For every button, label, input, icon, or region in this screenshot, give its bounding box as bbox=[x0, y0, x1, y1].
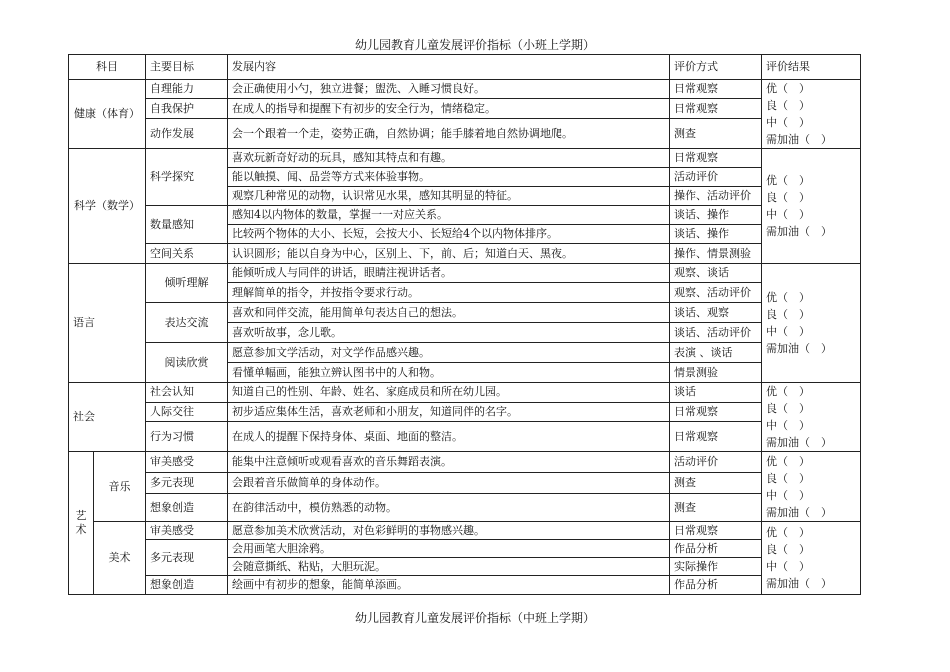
method-cell: 作品分析 bbox=[670, 576, 762, 595]
content-cell: 会正确使用小勺，独立进餐；盥洗、入睡习惯良好。 bbox=[228, 80, 670, 99]
result-fair: 中（ ） bbox=[766, 419, 810, 432]
result-fair: 中（ ） bbox=[766, 488, 810, 502]
table-row bbox=[69, 540, 861, 558]
content-cell: 理解简单的指令，并按指令要求行动。 bbox=[228, 283, 670, 303]
result-fair: 中（ ） bbox=[766, 116, 810, 129]
content-cell: 会一个跟着一个走，姿势正确，自然协调；能手膝着地自然协调地爬。 bbox=[228, 119, 670, 149]
content-cell: 会用画笔大胆涂鸦。 bbox=[228, 540, 670, 558]
method-cell: 观察、谈话 bbox=[670, 264, 762, 283]
method-cell: 谈话、操作 bbox=[670, 206, 762, 225]
method-cell: 谈话、活动评价 bbox=[670, 323, 762, 343]
goal-cell: 多元表现 bbox=[146, 540, 228, 576]
result-good: 良（ ） bbox=[766, 191, 810, 204]
table-row bbox=[69, 522, 861, 540]
page-title: 幼儿园教育儿童发展评价指标（小班上学期） bbox=[354, 38, 595, 52]
method-cell: 作品分析 bbox=[670, 540, 762, 558]
goal-cell: 动作发展 bbox=[146, 119, 228, 149]
subject-art bbox=[69, 452, 94, 595]
goal-cell: 人际交往 bbox=[146, 402, 228, 422]
method-cell: 日常观察 bbox=[670, 99, 762, 119]
method-cell: 测查 bbox=[670, 119, 762, 149]
method-cell: 操作、活动评价 bbox=[670, 187, 762, 206]
method-cell: 谈话 bbox=[670, 383, 762, 403]
result-needs-work: 需加油（ ） bbox=[766, 225, 832, 238]
table-row bbox=[69, 383, 861, 403]
table-row bbox=[69, 402, 861, 422]
result-fair: 中（ ） bbox=[766, 208, 810, 221]
result-excellent: 优（ ） bbox=[766, 82, 810, 95]
content-cell: 喜欢玩新奇好动的玩具，感知其特点和有趣。 bbox=[228, 149, 670, 168]
table-row bbox=[69, 452, 861, 473]
goal-cell: 科学探究 bbox=[146, 149, 228, 206]
table-row bbox=[69, 422, 861, 452]
result-cell-health bbox=[762, 80, 861, 149]
result-cell-language bbox=[762, 264, 861, 383]
header-subject: 科目 bbox=[69, 55, 146, 80]
result-good: 良（ ） bbox=[766, 471, 810, 485]
goal-cell: 阅读欣赏 bbox=[146, 343, 228, 383]
content-cell: 能倾听成人与同伴的讲话，眼睛注视讲话者。 bbox=[228, 264, 670, 283]
result-good: 良（ ） bbox=[766, 99, 810, 112]
result-needs-work: 需加油（ ） bbox=[766, 436, 832, 449]
table-row bbox=[69, 576, 861, 595]
subject-art-char-1: 艺 bbox=[75, 509, 87, 522]
header-goal: 主要目标 bbox=[146, 55, 228, 80]
result-cell-fine-art bbox=[762, 522, 861, 595]
goal-cell: 多元表现 bbox=[146, 473, 228, 494]
goal-cell: 想象创造 bbox=[146, 494, 228, 522]
subject-science: 科学（数学） bbox=[69, 149, 146, 264]
subject-health: 健康（体育） bbox=[69, 80, 146, 149]
result-needs-work: 需加油（ ） bbox=[766, 577, 832, 590]
content-cell: 观察几种常见的动物，认识常见水果，感知其明显的特征。 bbox=[228, 187, 670, 206]
table-row bbox=[69, 264, 861, 283]
content-cell: 初步适应集体生活，喜欢老师和小朋友，知道同伴的名字。 bbox=[228, 402, 670, 422]
method-cell: 操作、情景测验 bbox=[670, 244, 762, 264]
method-cell: 测查 bbox=[670, 473, 762, 494]
result-good: 良（ ） bbox=[766, 402, 810, 415]
method-cell: 日常观察 bbox=[670, 149, 762, 168]
result-needs-work: 需加油（ ） bbox=[766, 505, 832, 519]
subject-language: 语言 bbox=[69, 264, 146, 383]
method-cell: 观察、活动评价 bbox=[670, 283, 762, 303]
content-cell: 会跟着音乐做简单的身体动作。 bbox=[228, 473, 670, 494]
goal-cell: 数量感知 bbox=[146, 206, 228, 244]
result-fair: 中（ ） bbox=[766, 560, 810, 573]
goal-cell: 自理能力 bbox=[146, 80, 228, 99]
goal-cell: 社会认知 bbox=[146, 383, 228, 403]
method-cell: 实际操作 bbox=[670, 558, 762, 576]
content-cell: 认识圆形；能以自身为中心，区别上、下，前、后；知道白天、黑夜。 bbox=[228, 244, 670, 264]
result-needs-work: 需加油（ ） bbox=[766, 133, 832, 146]
table-row bbox=[69, 206, 861, 225]
content-cell: 愿意参加美术欣赏活动，对色彩鲜明的事物感兴趣。 bbox=[228, 522, 670, 540]
method-cell: 日常观察 bbox=[670, 522, 762, 540]
table-row bbox=[69, 244, 861, 264]
content-cell: 能以触摸、闻、品尝等方式来体验事物。 bbox=[228, 168, 670, 187]
table-row bbox=[69, 80, 861, 99]
content-cell: 在韵律活动中，模仿熟悉的动物。 bbox=[228, 494, 670, 522]
content-cell: 在成人的提醒下保持身体、桌面、地面的整洁。 bbox=[228, 422, 670, 452]
goal-cell: 想象创造 bbox=[146, 576, 228, 595]
table-row bbox=[69, 303, 861, 323]
result-excellent: 优（ ） bbox=[766, 526, 810, 539]
method-cell: 测查 bbox=[670, 494, 762, 522]
result-cell-social bbox=[762, 383, 861, 452]
result-good: 良（ ） bbox=[766, 308, 810, 321]
goal-cell: 空间关系 bbox=[146, 244, 228, 264]
content-cell: 愿意参加文学活动，对文学作品感兴趣。 bbox=[228, 343, 670, 363]
method-cell: 活动评价 bbox=[670, 168, 762, 187]
goal-cell: 表达交流 bbox=[146, 303, 228, 343]
table-row bbox=[69, 494, 861, 522]
result-excellent: 优（ ） bbox=[766, 385, 810, 398]
result-needs-work: 需加油（ ） bbox=[766, 342, 832, 355]
table-row bbox=[69, 119, 861, 149]
header-content: 发展内容 bbox=[228, 55, 670, 80]
subject-social: 社会 bbox=[69, 383, 146, 452]
content-cell: 看懂单幅画，能独立辨认图书中的人和物。 bbox=[228, 363, 670, 383]
content-cell: 在成人的指导和提醒下有初步的安全行为，情绪稳定。 bbox=[228, 99, 670, 119]
table-row bbox=[69, 343, 861, 363]
content-cell: 会随意撕纸、粘贴，大胆玩泥。 bbox=[228, 558, 670, 576]
table-row bbox=[69, 473, 861, 494]
next-page-title: 幼儿园教育儿童发展评价指标（中班上学期） bbox=[354, 611, 595, 625]
content-cell: 感知4以内物体的数量，掌握一一对应关系。 bbox=[228, 206, 670, 225]
content-cell: 喜欢和同伴交流，能用简单句表达自己的想法。 bbox=[228, 303, 670, 323]
goal-cell: 行为习惯 bbox=[146, 422, 228, 452]
result-cell-music bbox=[762, 452, 861, 522]
result-cell-science bbox=[762, 149, 861, 264]
header-row bbox=[69, 55, 861, 80]
result-excellent: 优（ ） bbox=[766, 291, 810, 304]
subject-art-char-2: 术 bbox=[75, 523, 87, 536]
table-row bbox=[69, 99, 861, 119]
result-fair: 中（ ） bbox=[766, 325, 810, 338]
result-good: 良（ ） bbox=[766, 543, 810, 556]
evaluation-table bbox=[68, 54, 861, 595]
subject-music: 音乐 bbox=[94, 452, 146, 522]
header-method: 评价方式 bbox=[670, 55, 762, 80]
header-result: 评价结果 bbox=[762, 55, 861, 80]
goal-cell: 自我保护 bbox=[146, 99, 228, 119]
table-row bbox=[69, 149, 861, 168]
method-cell: 情景测验 bbox=[670, 363, 762, 383]
result-excellent: 优（ ） bbox=[766, 454, 810, 468]
goal-cell: 倾听理解 bbox=[146, 264, 228, 303]
content-cell: 比较两个物体的大小、长短，会按大小、长短给4个以内物体排序。 bbox=[228, 225, 670, 244]
content-cell: 喜欢听故事，念儿歌。 bbox=[228, 323, 670, 343]
method-cell: 日常观察 bbox=[670, 80, 762, 99]
method-cell: 日常观察 bbox=[670, 402, 762, 422]
method-cell: 谈话、操作 bbox=[670, 225, 762, 244]
content-cell: 绘画中有初步的想象，能简单添画。 bbox=[228, 576, 670, 595]
method-cell: 表演 、谈话 bbox=[670, 343, 762, 363]
method-cell: 活动评价 bbox=[670, 452, 762, 473]
method-cell: 谈话、观察 bbox=[670, 303, 762, 323]
goal-cell: 审美感受 bbox=[146, 452, 228, 473]
method-cell: 日常观察 bbox=[670, 422, 762, 452]
content-cell: 知道自己的性别、年龄、姓名、家庭成员和所在幼儿园。 bbox=[228, 383, 670, 403]
subject-fine-art: 美术 bbox=[94, 522, 146, 595]
goal-cell: 审美感受 bbox=[146, 522, 228, 540]
content-cell: 能集中注意倾听或观看喜欢的音乐舞蹈表演。 bbox=[228, 452, 670, 473]
result-excellent: 优（ ） bbox=[766, 174, 810, 187]
